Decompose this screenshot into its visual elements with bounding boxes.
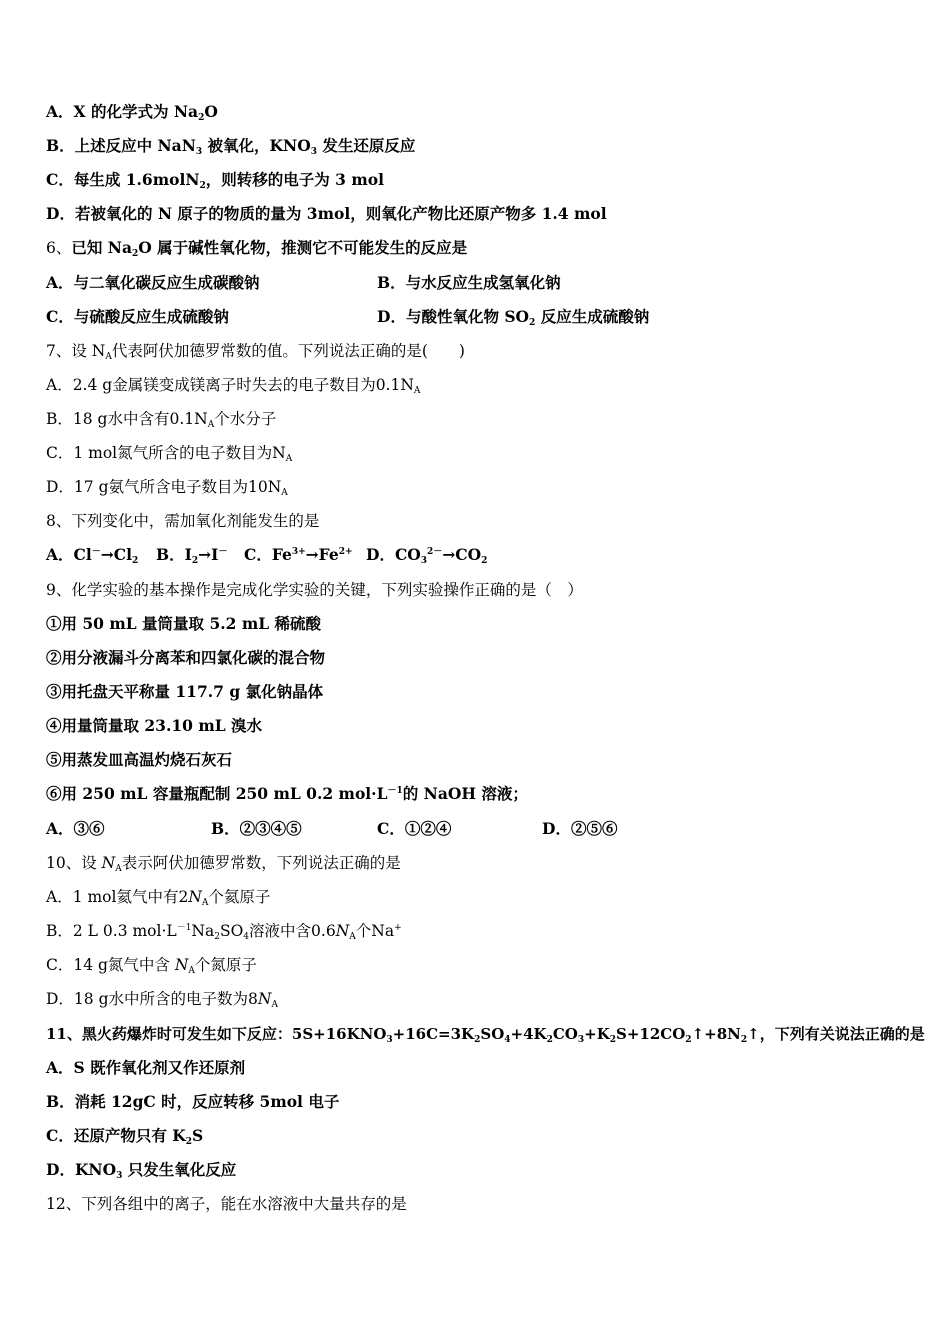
q9-options — [46, 819, 618, 839]
question-text: 7、设 N — [46, 342, 106, 360]
subscript: 3 — [195, 147, 203, 157]
q11-option-d — [46, 1160, 236, 1180]
option-text: 反应生成硫酸钠 — [535, 307, 650, 326]
q5-option-a — [46, 102, 218, 122]
option-text: 个Na — [355, 922, 395, 940]
question-text: +4K — [510, 1025, 547, 1043]
q8-options — [46, 545, 488, 566]
q9-item — [46, 750, 232, 770]
option-text: 发生还原反应 — [316, 136, 416, 155]
subscript: 2 — [198, 113, 205, 123]
q6-option-c: C．与硫酸反应生成硫酸钠 — [46, 307, 229, 326]
superscript: － — [218, 547, 228, 557]
q10-option-c — [46, 955, 257, 975]
question-text: 9、化学实验的基本操作是完成化学实验的关键，下列实验操作正确的是（ ） — [46, 581, 583, 599]
superscript: － — [91, 547, 101, 557]
question-text: CO — [552, 1025, 578, 1043]
option-text: 个水分子 — [214, 410, 277, 428]
q7-stem — [46, 341, 465, 361]
q8-stem — [46, 511, 319, 531]
question-text: 12、下列各组中的离子，能在水溶液中大量共存的是 — [46, 1195, 407, 1213]
subscript: A — [349, 932, 356, 942]
q6-options-row-1 — [46, 273, 561, 293]
q9-option-d: D．②⑤⑥ — [542, 819, 618, 838]
option-text: B．I — [156, 545, 192, 564]
question-text: ↑+8N — [691, 1025, 741, 1043]
subscript: 4 — [243, 932, 250, 942]
q11-option-a — [46, 1058, 245, 1078]
item-text: 的 NaOH 溶液； — [402, 784, 528, 803]
superscript: －1 — [176, 923, 192, 933]
subscript: 2 — [131, 249, 139, 259]
superscript: －1 — [387, 786, 403, 796]
q9-item — [46, 648, 325, 668]
option-text: D．CO — [366, 545, 421, 564]
option-text: C．Fe — [244, 545, 292, 564]
q7-option-a — [46, 375, 420, 395]
q10-stem — [46, 853, 401, 873]
subscript: A — [207, 420, 215, 430]
italic-n: N — [335, 922, 350, 940]
question-number: 6、 — [46, 239, 72, 257]
option-text: B．2 L 0.3 mol·L — [46, 922, 177, 940]
option-text: 被氧化，KNO — [202, 136, 311, 155]
q10-option-d — [46, 989, 278, 1009]
q12-stem — [46, 1194, 407, 1214]
q9-option-b: B．②③④⑤ — [211, 819, 302, 838]
subscript: 3 — [386, 1035, 393, 1045]
question-text: 已知 Na — [71, 238, 132, 257]
question-text: +16C=3K — [392, 1025, 475, 1043]
item-text: ④用量筒量取 23.10 mL 溴水 — [46, 716, 263, 735]
q9-option-c: C．①②④ — [377, 819, 452, 838]
q8-option-d — [366, 545, 487, 565]
subscript: A — [201, 898, 209, 908]
subscript: 2 — [199, 181, 206, 191]
option-text: X 的化学式为 Na — [73, 102, 199, 121]
italic-n: N — [257, 990, 272, 1008]
q6-option-d — [377, 307, 649, 327]
question-text: S+12CO — [616, 1025, 686, 1043]
q10-option-a — [46, 887, 270, 907]
superscript: + — [394, 923, 402, 933]
subscript: 2 — [185, 1137, 192, 1147]
question-text: 11、黑火药爆炸时可发生如下反应：5S+16KNO — [46, 1025, 387, 1043]
q7-option-b — [46, 409, 276, 429]
subscript: A — [285, 454, 293, 464]
subscript: 2 — [546, 1035, 553, 1045]
option-text: D．与酸性氧化物 SO — [377, 307, 530, 326]
superscript: 2－ — [427, 547, 443, 557]
option-text: D．17 g氨气所含电子数目为10N — [46, 478, 282, 496]
superscript: 2+ — [338, 547, 353, 557]
subscript: 2 — [481, 556, 488, 566]
q6-option-b: B．与水反应生成氢氧化钠 — [377, 273, 561, 292]
option-text: A．2.4 g金属镁变成镁离子时失去的电子数目为0.1N — [46, 376, 414, 394]
option-text: D．KNO — [46, 1160, 117, 1179]
q8-option-b — [156, 545, 227, 565]
option-text: O — [204, 102, 218, 121]
subscript: 3 — [577, 1035, 585, 1045]
q9-item — [46, 784, 528, 804]
question-text: 代表阿伏加德罗常数的值。下列说法正确的是( ) — [111, 342, 465, 360]
q6-option-a: A．与二氧化碳反应生成碳酸钠 — [46, 273, 260, 292]
q11-option-c — [46, 1126, 203, 1146]
q9-item — [46, 716, 262, 736]
option-text: C．还原产物只有 K — [46, 1126, 186, 1145]
option-label: D． — [46, 204, 75, 223]
option-text: B．消耗 12gC 时，反应转移 5mol 电子 — [46, 1092, 340, 1111]
q11-stem — [46, 1024, 925, 1044]
q9-item — [46, 682, 323, 702]
subscript: 2 — [740, 1035, 748, 1045]
subscript: 3 — [420, 556, 428, 566]
subscript: A — [271, 1000, 278, 1010]
question-text: ↑，下列有关说法正确的是 — [747, 1025, 925, 1043]
option-text: 个氦原子 — [208, 888, 271, 906]
subscript: 3 — [116, 1171, 123, 1181]
q6-options-row-2 — [46, 307, 650, 328]
subscript: 2 — [191, 556, 199, 566]
subscript: A — [115, 864, 122, 874]
subscript: 4 — [504, 1035, 511, 1045]
question-text: +K — [584, 1025, 610, 1043]
option-text: 只发生氧化反应 — [122, 1160, 237, 1179]
question-text: 10、设 — [46, 854, 102, 872]
option-text: S — [191, 1126, 204, 1145]
question-text: SO — [480, 1025, 505, 1043]
option-text: A．1 mol氦气中有2 — [46, 888, 189, 906]
subscript: 2 — [609, 1035, 617, 1045]
option-text: A．Cl — [46, 545, 92, 564]
subscript: 2 — [214, 932, 220, 942]
q5-option-b — [46, 136, 415, 156]
subscript: 2 — [529, 318, 536, 328]
q5-option-d — [46, 204, 607, 224]
q9-item — [46, 614, 321, 634]
option-text: 溶液中含0.6 — [249, 922, 336, 940]
item-text: ③用托盘天平称量 117.7 g 氯化钠晶体 — [46, 682, 324, 701]
option-text: ，则转移的电子为 3 mol — [205, 170, 384, 189]
option-text: B．18 g水中含有0.1N — [46, 410, 208, 428]
question-text: 表示阿伏加德罗常数，下列说法正确的是 — [121, 854, 401, 872]
option-text: C．1 mol氮气所含的电子数目为N — [46, 444, 286, 462]
subscript: 2 — [132, 556, 139, 566]
item-text: ⑥用 250 mL 容量瓶配制 250 mL 0.2 mol·L — [46, 784, 388, 803]
option-text: →Fe — [305, 545, 339, 564]
item-text: ①用 50 mL 量筒量取 5.2 mL 稀硫酸 — [46, 614, 322, 633]
option-text: →I — [198, 545, 219, 564]
option-text: D．18 g水中所含的电子数为8 — [46, 990, 258, 1008]
q11-option-b — [46, 1092, 339, 1112]
q10-option-b — [46, 921, 402, 941]
option-label: A． — [46, 102, 74, 121]
option-text: →CO — [442, 545, 482, 564]
option-label: B． — [46, 136, 75, 155]
option-text: 若被氧化的 N 原子的物质的量为 3mol，则氧化产物比还原产物多 1.4 mol — [74, 204, 607, 223]
q8-option-c — [244, 545, 353, 565]
option-text: A．S 既作氧化剂又作还原剂 — [46, 1058, 246, 1077]
superscript: 3+ — [291, 547, 306, 557]
subscript: A — [281, 488, 288, 498]
q9-option-a: A．③⑥ — [46, 819, 105, 838]
question-text: O 属于碱性氧化物，推测它不可能发生的反应是 — [138, 238, 468, 257]
option-text: SO — [219, 922, 244, 940]
q5-option-c — [46, 170, 384, 190]
option-text: 上述反应中 NaN — [74, 136, 196, 155]
subscript: 3 — [310, 147, 317, 157]
subscript: 2 — [685, 1035, 692, 1045]
q6-stem — [46, 238, 467, 258]
question-text: 8、下列变化中，需加氧化剂能发生的是 — [46, 512, 320, 530]
option-text: Na — [191, 922, 215, 940]
italic-n: N — [101, 854, 116, 872]
q7-option-d — [46, 477, 288, 497]
italic-n: N — [188, 888, 202, 906]
option-text: C．14 g氮气中含 — [46, 956, 175, 974]
q8-option-a — [46, 545, 138, 564]
subscript: A — [413, 386, 421, 396]
italic-n: N — [174, 956, 189, 974]
subscript: 2 — [474, 1035, 481, 1045]
subscript: A — [105, 352, 112, 362]
option-text: →Cl — [100, 545, 132, 564]
option-label: C． — [46, 170, 74, 189]
item-text: ②用分液漏斗分离苯和四氯化碳的混合物 — [46, 648, 326, 667]
option-text: 个氮原子 — [194, 956, 257, 974]
q7-option-c — [46, 443, 292, 463]
q9-stem — [46, 580, 583, 600]
subscript: A — [188, 966, 195, 976]
option-text: 每生成 1.6molN — [73, 170, 200, 189]
item-text: ⑤用蒸发皿高温灼烧石灰石 — [46, 750, 233, 769]
